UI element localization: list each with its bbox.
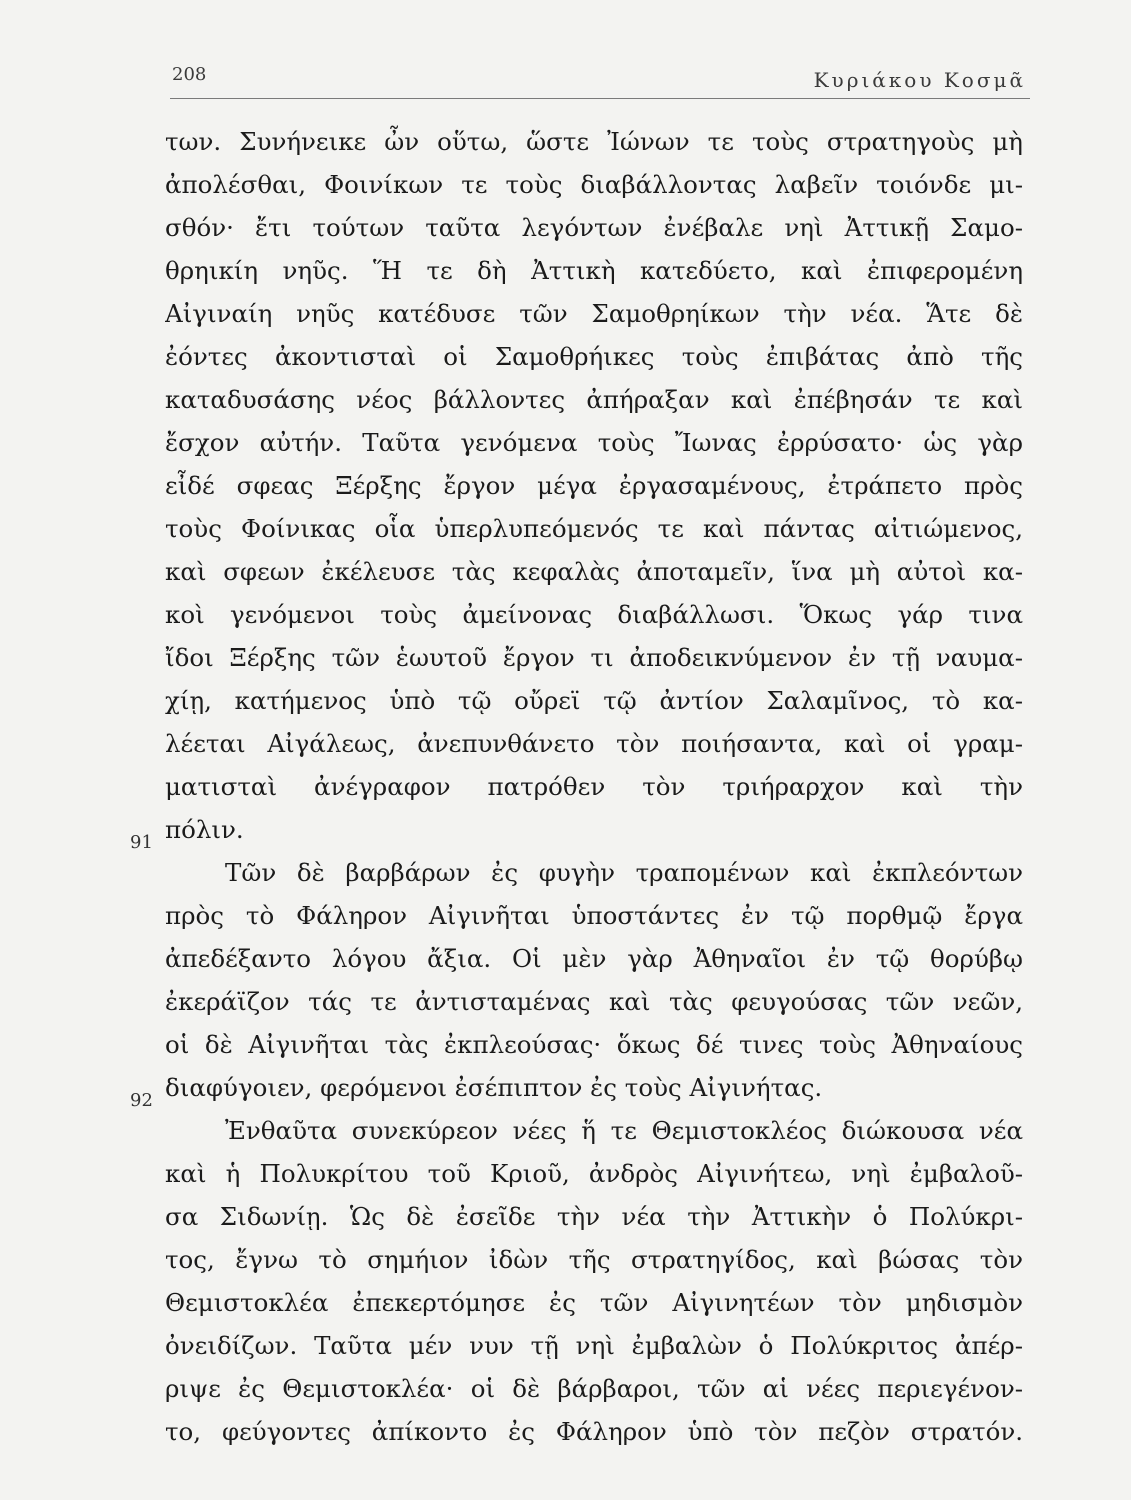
text-line: Αἰγιναίη νηῦς κατέδυσε τῶν Σαμοθρηίκων τὴν νέα. Ἅτε δὲ: [165, 299, 1023, 328]
paragraph-continuation: [165, 120, 1023, 851]
section-number-91: 91: [130, 832, 153, 853]
text-line: τος, ἔγνω τὸ σημήιον ἰδὼν τῆς στρατηγίδος, καὶ βώσας τὸν: [165, 1245, 1023, 1274]
paragraph-92: [165, 1109, 1023, 1453]
text-line: εἶδέ σφεας Ξέρξης ἔργον μέγα ἐργασαμένους, ἐτράπετο πρὸς: [165, 471, 1023, 500]
text-line: λέεται Αἰγάλεως, ἀνεπυνθάνετο τὸν ποιήσαντα, καὶ οἱ γραμ-: [165, 729, 1023, 758]
text-line: καταδυσάσης νέος βάλλοντες ἀπήραξαν καὶ ἐπέβησάν τε καὶ: [165, 385, 1023, 414]
text-line: ἀπεδέξαντο λόγου ἄξια. Οἱ μὲν γὰρ Ἀθηναῖοι ἐν τῷ θορύβῳ: [165, 944, 1023, 973]
text-line: ριψε ἐς Θεμιστοκλέα· οἱ δὲ βάρβαροι, τῶν αἱ νέες περιεγένον-: [165, 1374, 1023, 1403]
section-number-92: 92: [130, 1090, 153, 1111]
text-line: σα Σιδωνίῃ. Ὡς δὲ ἐσεῖδε τὴν νέα τὴν Ἀττικὴν ὁ Πολύκρι-: [165, 1202, 1023, 1231]
text-line: ὀνειδίζων. Ταῦτα μέν νυν τῇ νηὶ ἐμβαλὼν ὁ Πολύκριτος ἀπέρ-: [165, 1331, 1023, 1360]
text-line: καὶ ἡ Πολυκρίτου τοῦ Κριοῦ, ἀνδρὸς Αἰγινήτεω, νηὶ ἐμβαλοῦ-: [165, 1159, 1023, 1188]
text-line: των. Συνήνεικε ὦν οὕτω, ὥστε Ἰώνων τε τοὺς στρατηγοὺς μὴ: [165, 127, 1023, 156]
text-line: Ἐνθαῦτα συνεκύρεον νέες ἥ τε Θεμιστοκλέος διώκουσα νέα: [225, 1116, 1023, 1145]
text-line: ἴδοι Ξέρξης τῶν ἑωυτοῦ ἔργον τι ἀποδεικνύμενον ἐν τῇ ναυμα-: [165, 643, 1023, 672]
text-line: σθόν· ἔτι τούτων ταῦτα λεγόντων ἐνέβαλε νηὶ Ἀττικῇ Σαμο-: [165, 213, 1023, 242]
text-line: χίῃ, κατήμενος ὑπὸ τῷ οὔρεϊ τῷ ἀντίον Σαλαμῖνος, τὸ κα-: [165, 686, 1023, 715]
text-line: Θεμιστοκλέα ἐπεκερτόμησε ἐς τῶν Αἰγινητέων τὸν μηδισμὸν: [165, 1288, 1023, 1317]
text-line: κοὶ γενόμενοι τοὺς ἀμείνονας διαβάλλωσι. Ὅκως γάρ τινα: [165, 600, 1023, 629]
text-line: ματισταὶ ἀνέγραφον πατρόθεν τὸν τριήραρχον καὶ τὴν: [165, 772, 1023, 801]
text-line: ἔσχον αὐτήν. Ταῦτα γενόμενα τοὺς Ἴωνας ἐρρύσατο· ὡς γὰρ: [165, 428, 1023, 457]
text-line: ἐόντες ἀκοντισταὶ οἱ Σαμοθρήικες τοὺς ἐπιβάτας ἀπὸ τῆς: [165, 342, 1023, 371]
text-line: Τῶν δὲ βαρβάρων ἐς φυγὴν τραπομένων καὶ ἐκπλεόντων: [225, 858, 1023, 887]
page-number: 208: [172, 64, 207, 85]
text-line: ἀπολέσθαι, Φοινίκων τε τοὺς διαβάλλοντας λαβεῖν τοιόνδε μι-: [165, 170, 1023, 199]
text-line: πρὸς τὸ Φάληρον Αἰγινῆται ὑποστάντες ἐν τῷ πορθμῷ ἔργα: [165, 901, 1023, 930]
text-line: διαφύγοιεν, φερόμενοι ἐσέπιπτον ἐς τοὺς Αἰγινήτας.: [165, 1073, 823, 1102]
text-line: το, φεύγοντες ἀπίκοντο ἐς Φάληρον ὑπὸ τὸν πεζὸν στρατόν.: [165, 1417, 1023, 1446]
text-line: θρηικίη νηῦς. Ἥ τε δὴ Ἀττικὴ κατεδύετο, καὶ ἐπιφερομένη: [165, 256, 1023, 285]
running-title: Κυριάκου Κοσμᾶ: [813, 68, 1026, 92]
text-line: καὶ σφεων ἐκέλευσε τὰς κεφαλὰς ἀποταμεῖν, ἵνα μὴ αὐτοὶ κα-: [165, 557, 1023, 586]
paragraph-91: [165, 851, 1023, 1109]
text-line: οἱ δὲ Αἰγινῆται τὰς ἐκπλεούσας· ὅκως δέ τινες τοὺς Ἀθηναίους: [165, 1030, 1023, 1059]
page-header: [170, 62, 1030, 98]
text-line: πόλιν.: [165, 815, 244, 844]
text-line: τοὺς Φοίνικας οἷα ὑπερλυπεόμενός τε καὶ πάντας αἰτιώμενος,: [165, 514, 1023, 543]
text-line: ἐκεράϊζον τάς τε ἀντισταμένας καὶ τὰς φευγούσας τῶν νεῶν,: [165, 987, 1023, 1016]
header-rule: [170, 98, 1030, 99]
body-text: [165, 120, 1023, 1453]
